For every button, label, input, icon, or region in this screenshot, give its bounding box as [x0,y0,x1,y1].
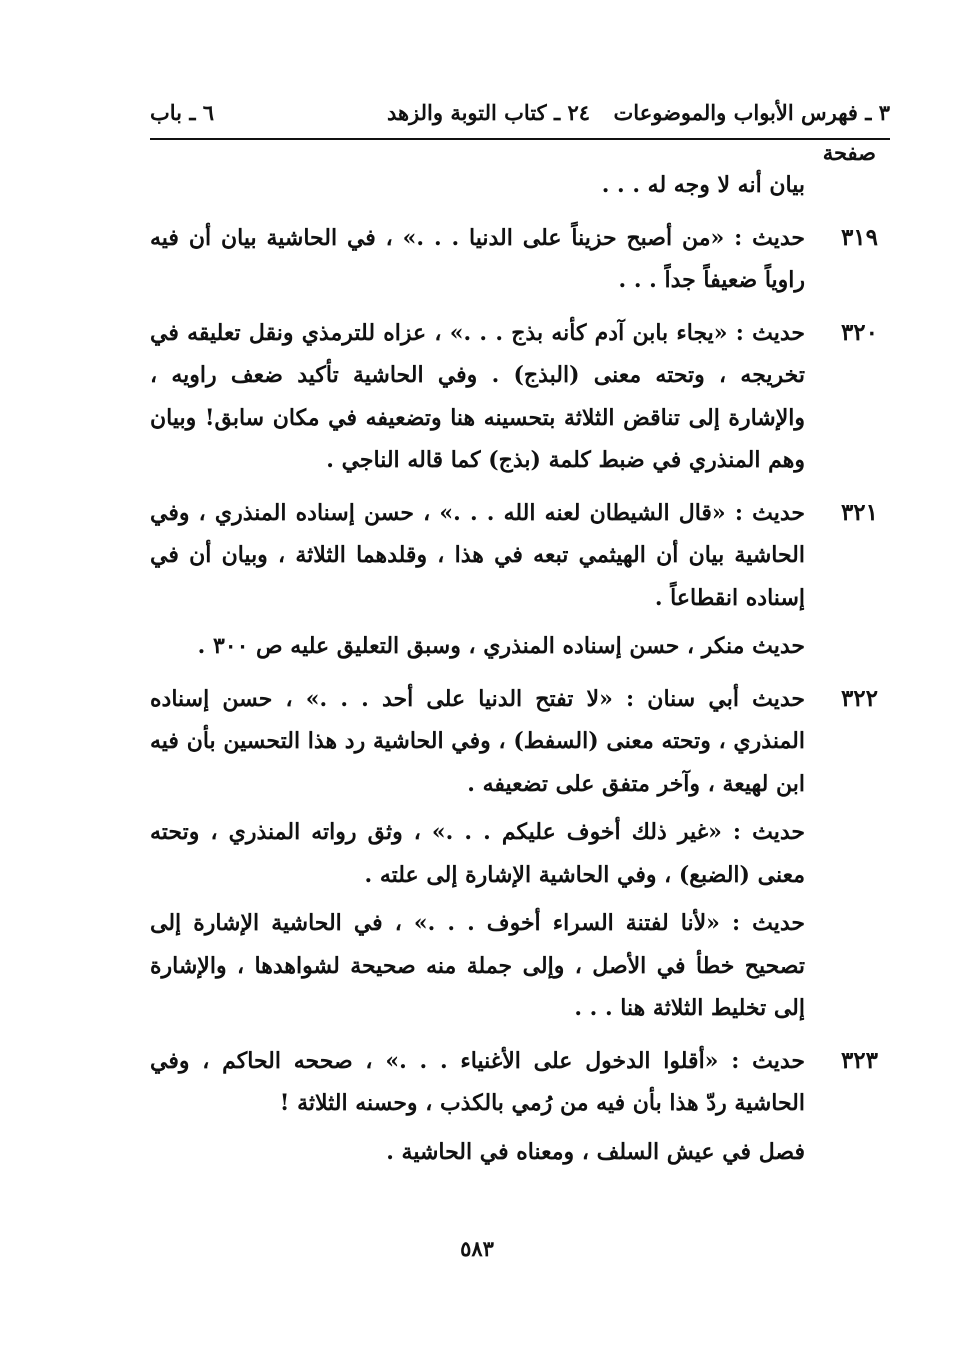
index-entry [150,312,890,482]
entry-text [150,678,805,1030]
entry-page-number: ٣١٩ [840,223,878,251]
entry-paragraph: حديث منكر ، حسن إسناده المنذري ، وسبق التعليق عليه ص ٣٠٠ . [197,633,805,659]
index-entry [150,1040,890,1174]
index-entries [150,164,890,1183]
header-rule [150,138,890,140]
entry-paragraph: حديث : «لأنا لفتنة السراء أخوف . . .» ، في الحاشية الإشارة إلى تصحيح خطأ في الأصل ، وإلى جملة منه صحيحة لشواهدها ، والإشارة إلى تخليط الثلاثة هنا . . . [150,910,805,1021]
entry-paragraph: حديث : «يجاء بابن آدم كأنه بذج . . .» ، عزاه للترمذي ونقل تعليقه في تخريجه ، وتحته معنى (البذج) . وفي الحاشية تأكيد ضعف راويه ، والإشارة إلى تناقض الثلاثة بتحسينه هنا وتضعيفه في مكان سابق! وبيان وهم المنذري في ضبط كلمة (بذج) كما قاله الناجي . [150,319,805,473]
entry-page-number: ٣٢١ [840,498,878,526]
entry-text [150,164,805,207]
entry-page-number: ٣٢٢ [840,684,878,712]
entry-paragraph: حديث : «أقلوا الدخول على الأغنياء . . .» ، صححه الحاكم ، وفي الحاشية ردّ هذا بأن فيه من رُمي بالكذب ، وحسنه الثلاثة ! [150,1047,805,1116]
index-entry [150,678,890,1030]
entry-paragraph: بيان أنه لا وجه له . . . [601,172,805,198]
entry-paragraph: حديث : «غير ذلك أخوف عليكم . . .» ، وثق رواته المنذري ، وتحته معنى (الضبع) ، وفي الحاشية الإشارة إلى علته . [150,819,805,888]
entry-paragraph: حديث أبي سنان : «لا تفتح الدنيا على أحد . . .» ، حسن إسناده المنذري ، وتحته معنى (السفط) ، وفي الحاشية رد هذا التحسين بأن فيه ابن لهيعة ، وآخر متفق على تضعيفه . [150,685,805,797]
entry-paragraph: حديث : «من أصبح حزيناً على الدنيا . . .» ، في الحاشية بيان أن فيه راوياً ضعيفاً جداً . . . [150,224,805,293]
entry-text [150,217,805,302]
entry-paragraph: فصل في عيش السلف ، ومعناه في الحاشية . [386,1138,805,1165]
entry-paragraph: حديث : «قال الشيطان لعنه الله . . .» ، حسن إسناده المنذري ، وفي الحاشية بيان أن الهيثمي تبعه في هذا ، وقلدهما الثلاثة ، وبيان أن في إسناده انقطاعاً . [150,499,805,611]
page-number: ٥٨٣ [460,1236,494,1261]
header-book: ٢٤ ـ كتاب التوبة والزهد [386,100,590,125]
entry-text [150,1040,805,1174]
header-chapter: ٣ ـ فهرس الأبواب والموضوعات [613,100,890,125]
entry-page-number: ٣٢٠ [840,318,878,346]
entry-page-number: ٣٢٣ [840,1046,878,1074]
header-section: ٦ ـ باب [150,100,215,125]
index-entry [150,492,890,668]
running-header [150,96,890,136]
entry-text [150,312,805,482]
page-column-label: صفحة [822,140,876,165]
index-entry [150,217,890,302]
index-entry [150,164,890,207]
entry-text [150,492,805,668]
